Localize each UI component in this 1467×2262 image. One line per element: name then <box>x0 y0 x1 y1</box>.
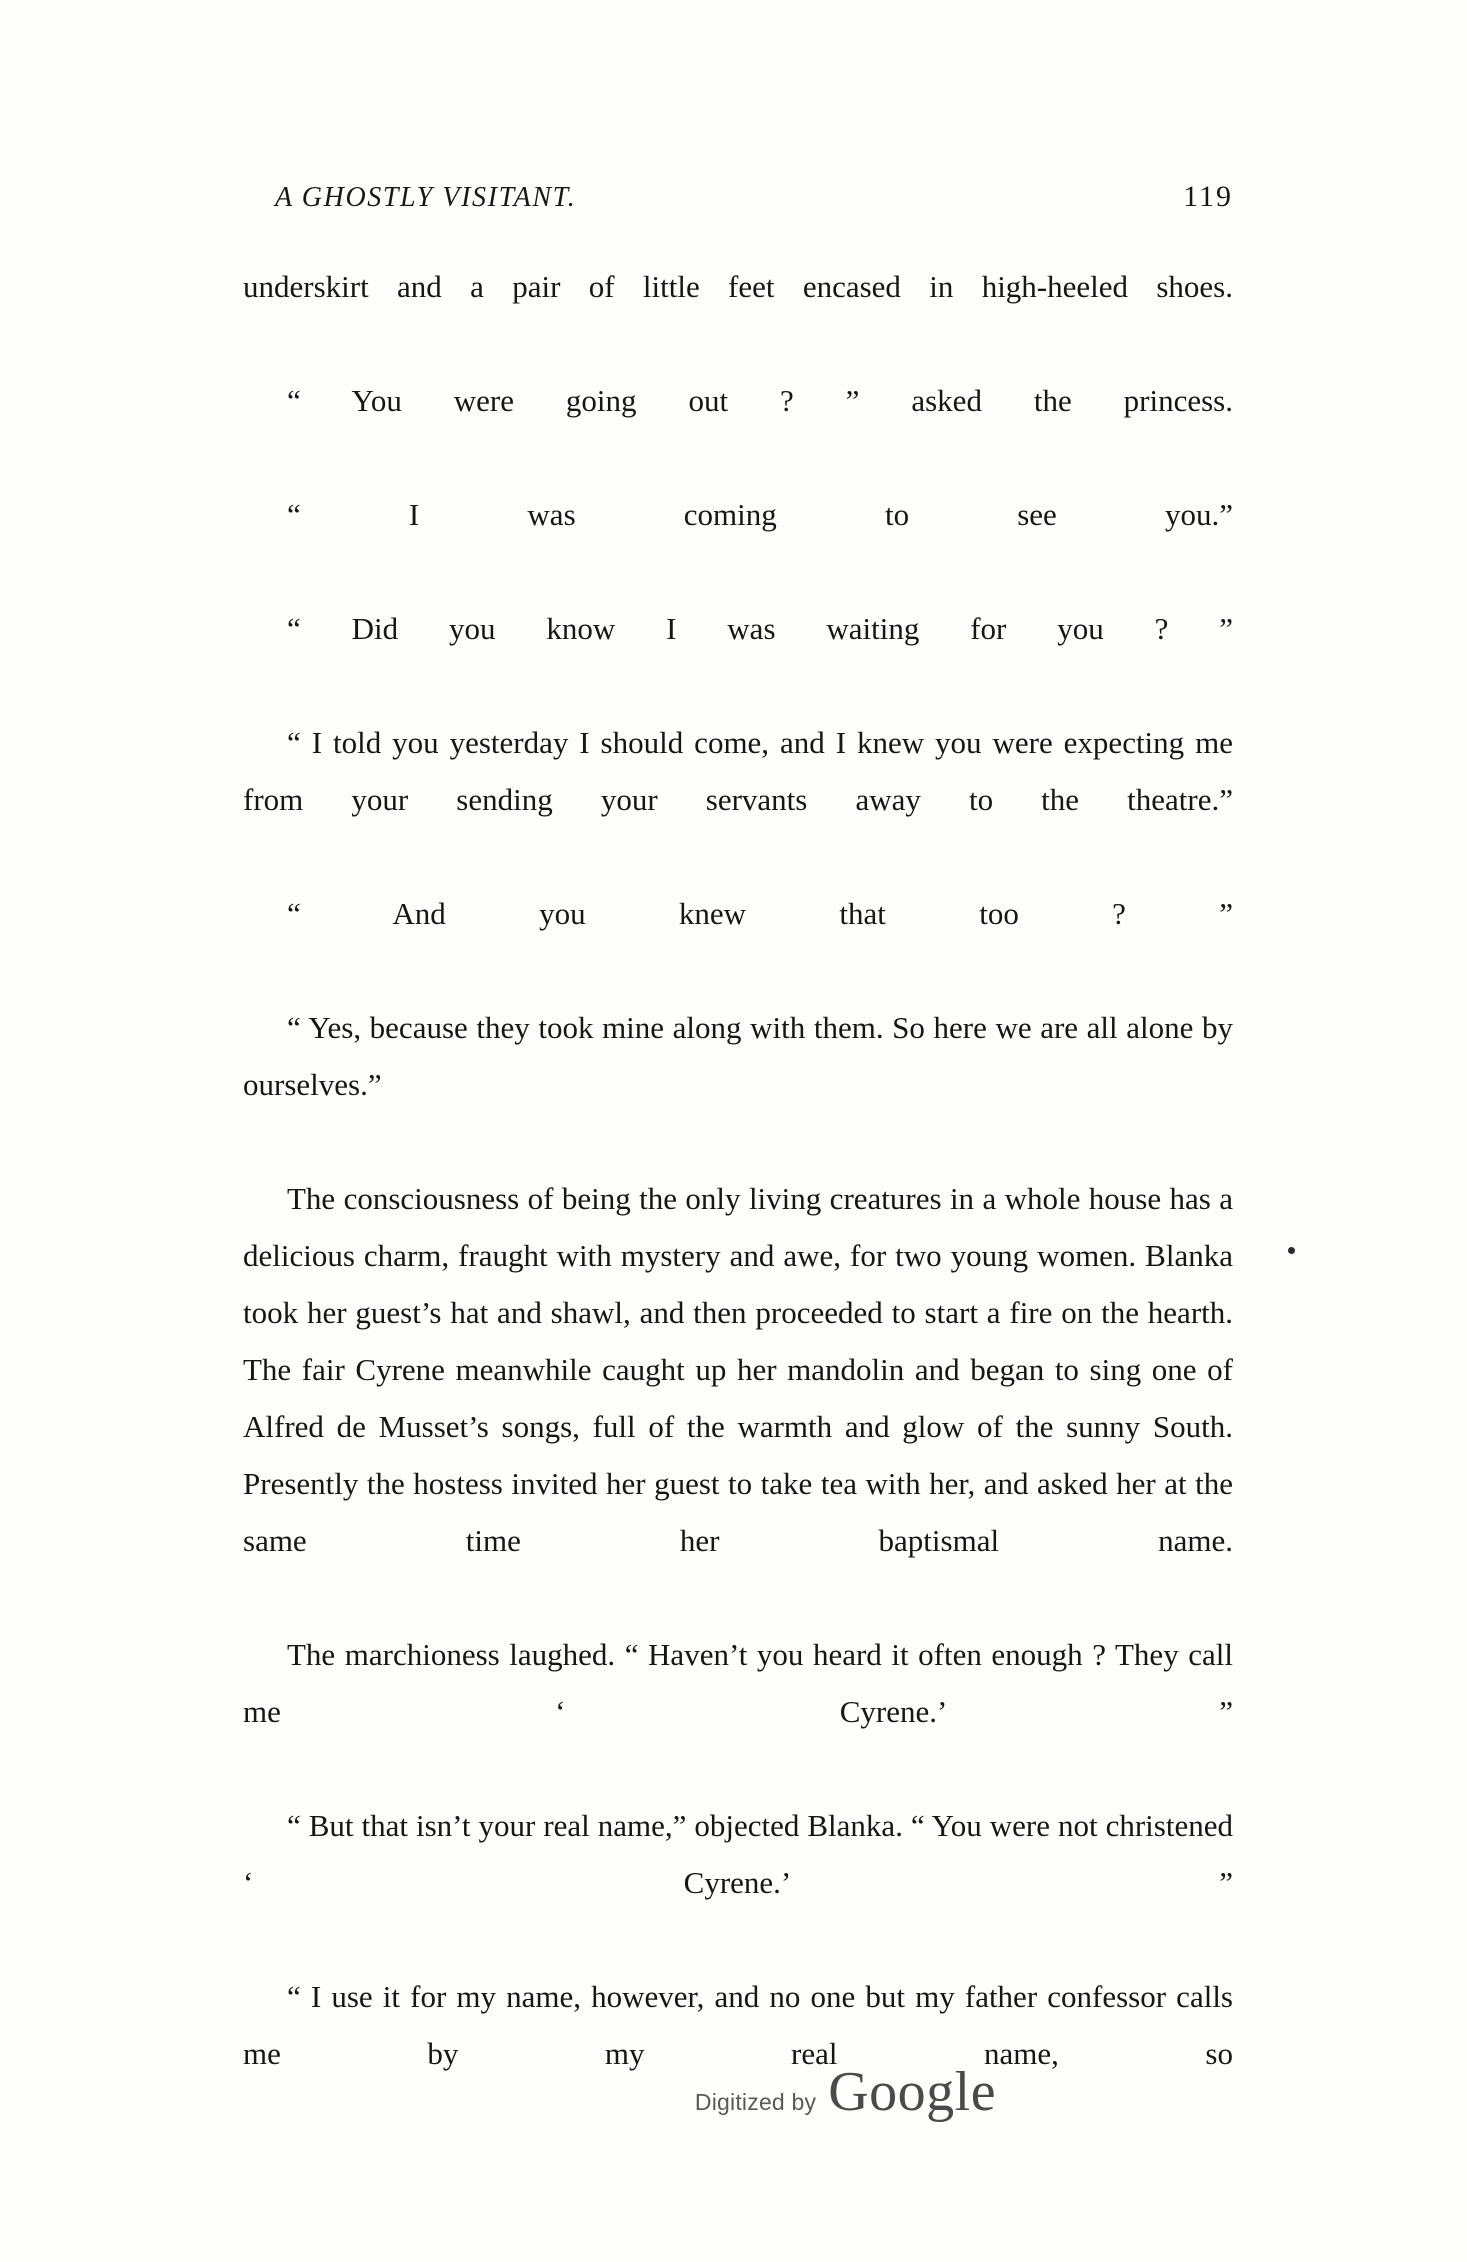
paragraph: “ I use it for my name, however, and no one but my father confessor calls me by my real name, so <box>243 1979 1233 2071</box>
paragraph: The consciousness of being the only living creatures in a whole house has a delicious charm, fraught with mystery and awe, for two young women. Blanka took her guest’s hat and shawl, and then proceeded to start a fire on the hearth. The fair Cyrene meanwhile caught up her mandolin and began to sing one of Alfred de Musset’s songs, full of the warmth and glow of the sunny South. Presently the hostess invited her guest to take tea with her, and asked her at the same time her baptismal name. <box>243 1181 1233 1558</box>
paragraph: “ But that isn’t your real name,” objected Blanka. “ You were not christened ‘ Cyrene.’ ” <box>243 1808 1233 1900</box>
paragraph: “ Yes, because they took mine along with them. So here we are all alone by ourselves.” <box>243 1010 1233 1102</box>
paragraph: “ I told you yesterday I should come, and I knew you were expecting me from your sending your servants away to the theatre.” <box>243 725 1233 817</box>
page-content <box>243 180 1233 2139</box>
scan-footer <box>0 2060 1467 2124</box>
paragraph: “ You were going out ? ” asked the princess. <box>287 383 1233 418</box>
paragraph: “ Did you know I was waiting for you ? ” <box>287 611 1233 646</box>
scan-artifact-dot <box>1288 1247 1295 1254</box>
body-text <box>243 258 1233 2139</box>
paragraph: “ I was coming to see you.” <box>287 497 1233 532</box>
page-number: 119 <box>1183 180 1233 213</box>
page-title: A GHOSTLY VISITANT. <box>275 182 577 213</box>
running-head <box>243 180 1233 214</box>
paragraph: “ And you knew that too ? ” <box>287 896 1233 931</box>
digitized-by-label: Digitized by <box>694 2089 817 2115</box>
paragraph: The marchioness laughed. “ Haven’t you heard it often enough ? They call me ‘ Cyrene.’ ” <box>243 1637 1233 1729</box>
google-wordmark: Google <box>828 2061 997 2123</box>
paragraph: underskirt and a pair of little feet encased in high-heeled shoes. <box>243 269 1233 304</box>
